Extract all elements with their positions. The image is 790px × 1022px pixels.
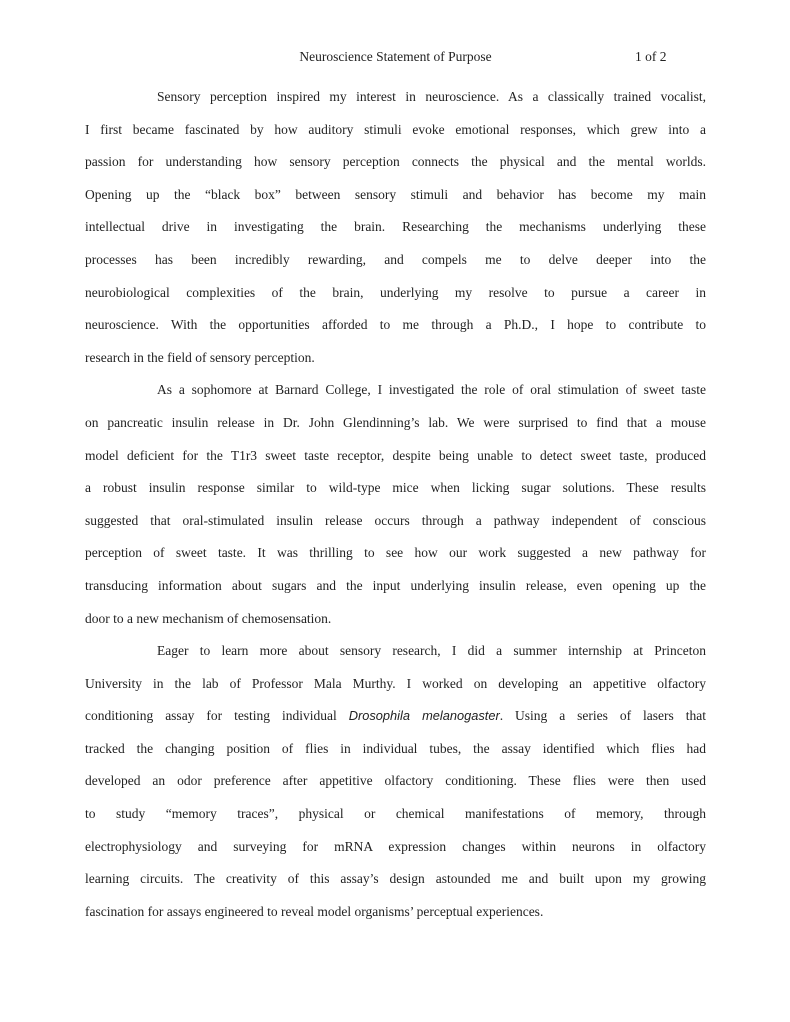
text-line: perception of sweet taste. It was thrilling to see how our work suggested a new pathway for xyxy=(85,545,706,561)
text-line: developed an odor preference after appetitive olfactory conditioning. These flies were then used xyxy=(85,773,706,789)
text-line: tracked the changing position of flies in individual tubes, the assay identified which flies had xyxy=(85,740,706,756)
text-line: model deficient for the T1r3 sweet taste receptor, despite being unable to detect sweet taste, produced xyxy=(85,447,706,463)
text-line: door to a new mechanism of chemosensation. xyxy=(85,610,332,626)
text-line: passion for understanding how sensory perception connects the physical and the mental worlds. xyxy=(85,154,706,170)
text-line: neurobiological complexities of the brain, underlying my resolve to pursue a career in xyxy=(85,284,706,300)
text-segment: . Using a series of lasers that xyxy=(499,708,706,724)
text-line: Opening up the “black box” between sensory stimuli and behavior has become my main xyxy=(85,186,706,202)
text-line: a robust insulin response similar to wild-type mice when licking sugar solutions. These results xyxy=(85,480,706,496)
text-line: I first became fascinated by how auditory stimuli evoke emotional responses, which grew into a xyxy=(85,121,706,137)
page-header xyxy=(85,49,706,66)
document-body xyxy=(85,81,706,928)
text-line: learning circuits. The creativity of this assay’s design astounded me and built upon my growing xyxy=(85,871,706,887)
page-number: 1 of 2 xyxy=(635,49,667,64)
header-title: Neuroscience Statement of Purpose xyxy=(299,49,492,64)
text-line: processes has been incredibly rewarding, and compels me to delve deeper into the xyxy=(85,251,706,267)
text-line: research in the field of sensory perception. xyxy=(85,349,315,365)
text-line xyxy=(85,700,706,733)
text-line: University in the lab of Professor Mala Murthy. I worked on developing an appetitive olfactory xyxy=(85,675,706,691)
text-line: on pancreatic insulin release in Dr. John Glendinning’s lab. We were surprised to find that a mouse xyxy=(85,414,706,430)
text-line: neuroscience. With the opportunities afforded to me through a Ph.D., I hope to contribute to xyxy=(85,317,706,333)
text-line: Eager to learn more about sensory research, I did a summer internship at Princeton xyxy=(157,643,706,659)
text-line: As a sophomore at Barnard College, I investigated the role of oral stimulation of sweet taste xyxy=(157,382,706,398)
text-line: Sensory perception inspired my interest in neuroscience. As a classically trained vocalist, xyxy=(157,89,706,104)
text-line: intellectual drive in investigating the brain. Researching the mechanisms underlying these xyxy=(85,219,706,235)
text-line: suggested that oral-stimulated insulin release occurs through a pathway independent of conscious xyxy=(85,512,706,528)
text-line: transducing information about sugars and the input underlying insulin release, even opening up the xyxy=(85,577,706,593)
text-line: to study “memory traces”, physical or chemical manifestations of memory, through xyxy=(85,806,706,822)
text-line: electrophysiology and surveying for mRNA expression changes within neurons in olfactory xyxy=(85,838,706,854)
text-line: fascination for assays engineered to reveal model organisms’ perceptual experiences. xyxy=(85,903,544,919)
species-name: Drosophila melanogaster xyxy=(348,708,500,724)
text-segment: conditioning assay for testing individual xyxy=(85,708,349,724)
